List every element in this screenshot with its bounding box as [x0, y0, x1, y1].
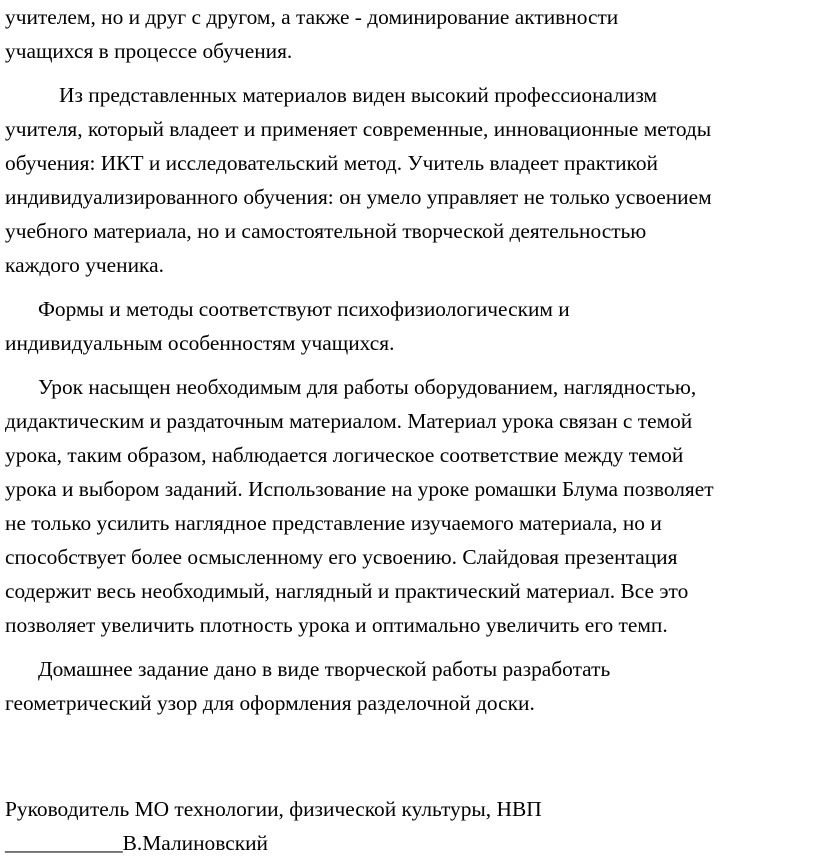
text-line: Урок насыщен необходимым для работы оборудованием, наглядностью, [38, 375, 697, 399]
paragraph-3 [5, 292, 810, 360]
text-line: учителем, но и друг с другом, а также - доминирование активности [5, 5, 619, 29]
text-line: Формы и методы соответствуют психофизиологическим и [38, 297, 570, 321]
text-line: обучения: ИКТ и исследовательский метод. Учитель владеет практикой [5, 151, 658, 175]
text-line: позволяет увеличить плотность урока и оптимально увеличить его темп. [5, 613, 668, 637]
signature-title: Руководитель МО технологии, физической культуры, НВП [5, 797, 542, 821]
text-line: Из представленных материалов виден высокий профессионализм [59, 83, 657, 107]
signature-line: ___________В.Малиновский [5, 831, 268, 855]
text-line: учебного материала, но и самостоятельной творческой деятельностью [5, 219, 647, 243]
text-line: урока, таким образом, наблюдается логическое соответствие между темой [5, 443, 684, 467]
paragraph-5 [5, 652, 810, 720]
text-line: Домашнее задание дано в виде творческой работы разработать [38, 657, 611, 681]
text-line: индивидуализированного обучения: он умело управляет не только усвоением [5, 185, 712, 209]
text-line: не только усилить наглядное представление изучаемого материала, но и [5, 511, 662, 535]
paragraph-1 [5, 0, 810, 68]
signature-block [5, 792, 810, 860]
text-line: геометрический узор для оформления разделочной доски. [5, 691, 535, 715]
paragraph-4 [5, 370, 810, 642]
text-line: способствует более осмысленному его усвоению. Слайдовая презентация [5, 545, 678, 569]
text-line: содержит весь необходимый, наглядный и практический материал. Все это [5, 579, 689, 603]
text-line: каждого ученика. [5, 253, 164, 277]
text-line: учащихся в процессе обучения. [5, 39, 293, 63]
text-line: урока и выбором заданий. Использование на уроке ромашки Блума позволяет [5, 477, 714, 501]
text-line: индивидуальным особенностям учащихся. [5, 331, 395, 355]
paragraph-2 [5, 78, 810, 282]
text-line: дидактическим и раздаточным материалом. Материал урока связан с темой [5, 409, 693, 433]
text-line: учителя, который владеет и применяет современные, инновационные методы [5, 117, 712, 141]
